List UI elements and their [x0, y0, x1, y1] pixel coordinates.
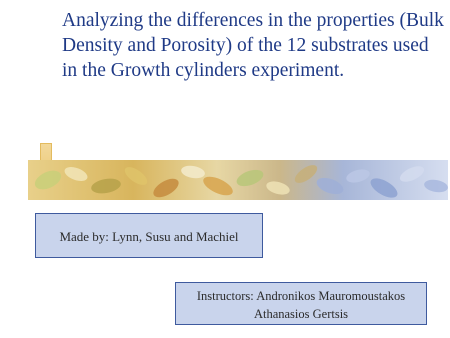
instructors-box — [175, 282, 427, 325]
slide-title: Analyzing the differences in the properties (Bulk Density and Porosity) of the 12 substrates used in the Growth cylinders experiment. — [62, 10, 444, 81]
made-by-box — [35, 213, 263, 258]
made-by-text: Made by: Lynn, Susu and Machiel — [59, 229, 239, 244]
leaf-banner-image — [28, 160, 448, 200]
instructors-line1: Instructors: Andronikos Mauromoustakos — [196, 289, 406, 303]
instructors-line2: Athanasios Gertsis — [253, 307, 349, 321]
